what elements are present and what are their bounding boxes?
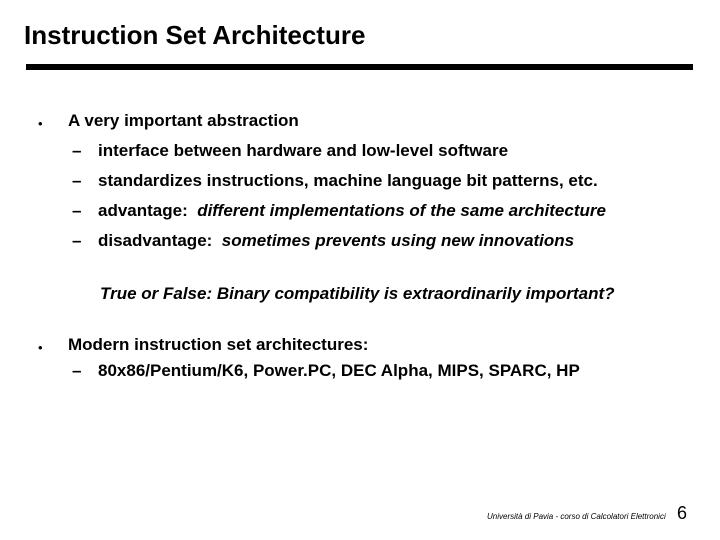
sub-bullet-label: advantage: [98,201,198,220]
title-underline-rule [26,64,693,70]
question-line: True or False: Binary compatibility is extraordinarily important? [100,284,615,303]
bullet-text-1: A very important abstraction [68,111,299,130]
sub-bullet-1 [72,141,508,161]
sub-bullet-italic-text: sometimes prevents using new innovations [221,231,575,250]
bullet-text-2: Modern instruction set architectures: [68,335,369,354]
dash-marker: – [72,361,82,380]
sub-bullet-2 [72,171,598,191]
bullet-marker-2: • [38,340,43,355]
sub-bullet-text: standardizes instructions, machine language bit patterns, etc. [98,171,598,190]
dash-marker: – [72,171,82,190]
footer-text: Università di Pavia - corso di Calcolatori Elettronici [487,512,666,521]
isa-list-text: 80x86/Pentium/K6, Power.PC, DEC Alpha, MIPS, SPARC, HP [98,361,580,380]
dash-marker: – [72,201,82,220]
slide-title: Instruction Set Architecture [24,20,366,50]
page-number: 6 [677,503,688,523]
dash-marker: – [72,231,82,250]
sub-bullet-3 [72,201,606,221]
dash-marker: – [72,141,82,160]
sub-bullet-4 [72,231,574,251]
sub-bullet-label: disadvantage: [98,231,222,250]
sub-bullet-text: interface between hardware and low-level software [98,141,509,160]
bullet-marker-1: • [38,116,43,131]
sub-bullet-isa-list [72,361,580,381]
sub-bullet-italic-text: different implementations of the same architecture [197,201,606,220]
